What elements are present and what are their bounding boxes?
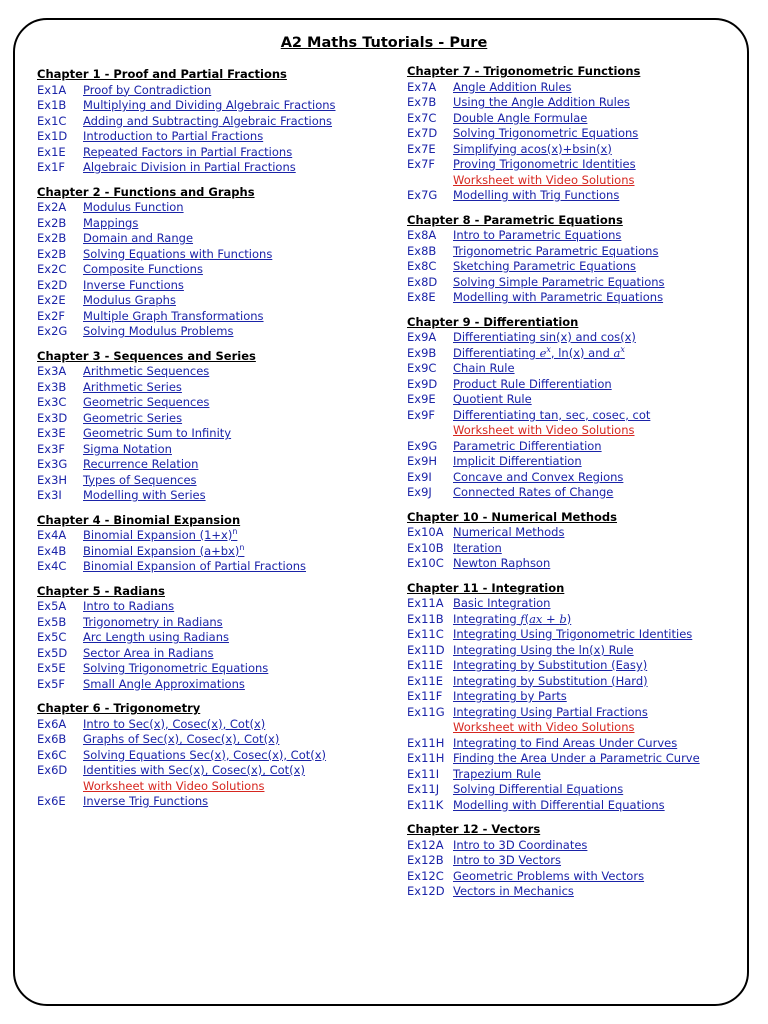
- exercise-label: Repeated Factors in Partial Fractions: [83, 144, 293, 159]
- exercise-label: Integrating by Parts: [453, 689, 567, 703]
- chapter-heading: Chapter 5 - Radians: [37, 583, 165, 598]
- chapter-heading: Chapter 9 - Differentiation: [407, 314, 579, 329]
- exercise-link-ex4c[interactable]: [37, 559, 382, 575]
- exercise-code: Ex5D: [37, 645, 68, 660]
- exercise-code: Ex11D: [407, 642, 445, 657]
- exercise-label: Intro to Radians: [83, 599, 175, 613]
- exercise-code: Ex9B: [407, 345, 437, 360]
- exercise-link-ex10b[interactable]: [407, 541, 737, 557]
- exercise-code: Ex3E: [37, 426, 66, 440]
- exercise-code: Ex1F: [37, 160, 66, 174]
- right-column: [407, 64, 737, 909]
- exercise-code: Ex6E: [37, 794, 66, 808]
- exercise-link-ex11e[interactable]: [407, 658, 737, 674]
- exercise-link-ex7e[interactable]: [407, 142, 737, 158]
- exercise-label: Modelling with Parametric Equations: [453, 290, 664, 304]
- chapter-section: [37, 185, 382, 340]
- exercise-code: Ex4A: [37, 528, 67, 542]
- exercise-link-ex6c[interactable]: [37, 748, 382, 764]
- worksheet-link[interactable]: [407, 720, 737, 736]
- exercise-code: Ex4C: [37, 559, 67, 573]
- exercise-label: Intro to 3D Vectors: [453, 853, 562, 867]
- exercise-link-ex9a[interactable]: [407, 330, 737, 346]
- exercise-label: Geometric Series: [83, 410, 183, 425]
- exercise-link-ex7c[interactable]: [407, 111, 737, 127]
- exercise-label: Quotient Rule: [453, 392, 532, 406]
- exercise-link-ex9b[interactable]: [407, 346, 737, 362]
- chapter-section: [407, 822, 737, 900]
- exercise-code: Ex11J: [407, 782, 440, 796]
- exercise-label: Modulus Function: [83, 200, 184, 214]
- exercise-label: Adding and Subtracting Algebraic Fractions: [83, 113, 333, 128]
- exercise-link-ex11k[interactable]: [407, 798, 737, 814]
- chapter-heading: Chapter 7 - Trigonometric Functions: [407, 64, 641, 78]
- exercise-link-ex7g[interactable]: [407, 188, 737, 204]
- exercise-label: Using the Angle Addition Rules: [453, 95, 630, 109]
- left-column: [37, 67, 382, 819]
- exercise-link-ex6b[interactable]: [37, 732, 382, 748]
- exercise-link-ex3d[interactable]: [37, 411, 382, 427]
- exercise-code: Ex2G: [37, 324, 68, 338]
- exercise-label: Proof by Contradiction: [83, 82, 212, 97]
- exercise-code: Ex1E: [37, 144, 66, 159]
- exercise-link-ex12b[interactable]: [407, 853, 737, 869]
- exercise-link-ex9g[interactable]: [407, 439, 737, 455]
- exercise-label: Modelling with Series: [83, 488, 206, 502]
- exercise-code: Ex7G: [407, 188, 438, 202]
- exercise-label: Differentiating tan, sec, cosec, cot: [453, 407, 651, 422]
- exercise-code: Ex9E: [407, 392, 436, 406]
- exercise-link-ex3c[interactable]: [37, 395, 382, 411]
- exercise-label: Graphs of Sec(x), Cosec(x), Cot(x): [83, 732, 280, 746]
- chapter-heading: Chapter 6 - Trigonometry: [37, 701, 201, 715]
- exercise-label: Intro to 3D Coordinates: [453, 837, 588, 852]
- exercise-link-ex11g[interactable]: [407, 705, 737, 721]
- exercise-label: Worksheet with Video Solutions: [83, 778, 265, 793]
- exercise-code: Ex12D: [407, 884, 445, 898]
- exercise-label: Modulus Graphs: [83, 293, 176, 307]
- exercise-link-ex1a[interactable]: [37, 83, 382, 99]
- exercise-link-ex11b[interactable]: [407, 612, 737, 628]
- exercise-code: Ex9C: [407, 361, 437, 375]
- exercise-link-ex5f[interactable]: [37, 677, 382, 693]
- exercise-code: Ex5A: [37, 599, 67, 613]
- exercise-label: Composite Functions: [83, 262, 203, 276]
- exercise-link-ex11e[interactable]: [407, 674, 737, 690]
- exercise-code: Ex6A: [37, 716, 67, 731]
- exercise-link-ex3f[interactable]: [37, 442, 382, 458]
- exercise-label: Binomial Expansion $(a+bx)^n$: [83, 542, 245, 558]
- exercise-label: Intro to Parametric Equations: [453, 228, 622, 242]
- exercise-link-ex9h[interactable]: [407, 454, 737, 470]
- exercise-code: Ex1D: [37, 129, 68, 143]
- exercise-link-ex3i[interactable]: [37, 488, 382, 504]
- exercise-code: Ex5C: [37, 630, 67, 644]
- exercise-code: Ex2B: [37, 215, 67, 230]
- exercise-label: Mappings: [83, 215, 139, 230]
- exercise-label: Solving Simple Parametric Equations: [453, 274, 665, 289]
- exercise-link-ex5c[interactable]: [37, 630, 382, 646]
- exercise-link-ex9i[interactable]: [407, 470, 737, 486]
- chapter-heading: Chapter 3 - Sequences and Series: [37, 348, 256, 363]
- exercise-label: Sigma Notation: [83, 441, 172, 456]
- exercise-label: Integrating by Substitution (Easy): [453, 658, 648, 672]
- exercise-label: Small Angle Approximations: [83, 676, 245, 691]
- superscript: n: [239, 542, 245, 552]
- exercise-label: Binomial Expansion $(1+x)^n$: [83, 527, 238, 542]
- exercise-code: Ex2E: [37, 293, 66, 307]
- exercise-code: Ex9D: [407, 376, 438, 391]
- exercise-link-ex7b[interactable]: [407, 95, 737, 111]
- exercise-label: Iteration: [453, 540, 502, 555]
- exercise-code: Ex3D: [37, 410, 68, 425]
- exercise-label: Chain Rule: [453, 361, 515, 375]
- exercise-code: Ex7D: [407, 126, 438, 140]
- exercise-code: Ex11B: [407, 611, 444, 626]
- chapter-heading: Chapter 10 - Numerical Methods: [407, 509, 618, 524]
- exercise-label: Geometric Sequences: [83, 395, 210, 409]
- exercise-label: Newton Raphson: [453, 556, 551, 570]
- exercise-label: Trigonometric Parametric Equations: [453, 243, 659, 258]
- exercise-link-ex12d[interactable]: [407, 884, 737, 900]
- exercise-code: Ex9F: [407, 407, 436, 422]
- exercise-label: Integrating Using the ln(x) Rule: [453, 642, 634, 657]
- exercise-label: Connected Rates of Change: [453, 485, 614, 499]
- chapter-heading: Chapter 1 - Proof and Partial Fractions: [37, 67, 287, 81]
- exercise-label: Identities with Sec(x), Cosec(x), Cot(x): [83, 763, 305, 777]
- exercise-link-ex11i[interactable]: [407, 767, 737, 783]
- exercise-code: Ex11I: [407, 766, 440, 781]
- exercise-code: Ex9I: [407, 469, 432, 484]
- exercise-link-ex9c[interactable]: [407, 361, 737, 377]
- exercise-code: Ex5E: [37, 661, 66, 675]
- exercise-link-ex11a[interactable]: [407, 596, 737, 612]
- exercise-label: Solving Equations Sec(x), Cosec(x), Cot(x): [83, 747, 327, 762]
- exercise-code: Ex6B: [37, 732, 67, 746]
- exercise-link-ex11h[interactable]: [407, 751, 737, 767]
- exercise-label: Inverse Functions: [83, 277, 184, 292]
- exercise-label: Differentiating $e^x$, ln(x) and $a^x$: [453, 344, 625, 360]
- exercise-label: Vectors in Mechanics: [453, 884, 574, 898]
- exercise-label: Integrating to Find Areas Under Curves: [453, 735, 678, 750]
- exercise-link-ex1b[interactable]: [37, 98, 382, 114]
- exercise-code: Ex2B: [37, 231, 67, 245]
- exercise-link-ex1c[interactable]: [37, 114, 382, 130]
- exercise-code: Ex7A: [407, 79, 437, 94]
- exercise-label: Geometric Problems with Vectors: [453, 868, 645, 883]
- exercise-link-ex2f[interactable]: [37, 309, 382, 325]
- exercise-link-ex3e[interactable]: [37, 426, 382, 442]
- exercise-link-ex2b[interactable]: [37, 231, 382, 247]
- exercise-label: Worksheet with Video Solutions: [453, 720, 635, 734]
- exercise-link-ex2b[interactable]: [37, 247, 382, 263]
- exercise-label: Worksheet with Video Solutions: [453, 172, 635, 187]
- chapter-section: [37, 701, 382, 810]
- exercise-link-ex4a[interactable]: [37, 528, 382, 544]
- exercise-code: Ex7C: [407, 110, 437, 125]
- exercise-code: Ex9J: [407, 485, 432, 499]
- exercise-label: Worksheet with Video Solutions: [453, 423, 635, 437]
- superscript: n: [232, 527, 238, 537]
- exercise-link-ex2a[interactable]: [37, 200, 382, 216]
- exercise-code: Ex11E: [407, 658, 443, 672]
- exercise-code: Ex1B: [37, 98, 67, 112]
- exercise-link-ex3a[interactable]: [37, 364, 382, 380]
- exercise-code: Ex2A: [37, 200, 67, 214]
- exercise-link-ex11d[interactable]: [407, 643, 737, 659]
- exercise-link-ex3h[interactable]: [37, 473, 382, 489]
- exercise-label: Arithmetic Series: [83, 379, 182, 394]
- exercise-label: Geometric Sum to Infinity: [83, 426, 232, 440]
- exercise-code: Ex3A: [37, 364, 67, 378]
- exercise-link-ex11f[interactable]: [407, 689, 737, 705]
- exercise-code: Ex9H: [407, 454, 438, 468]
- exercise-code: Ex10A: [407, 525, 444, 539]
- exercise-link-ex9j[interactable]: [407, 485, 737, 501]
- exercise-label: Parametric Differentiation: [453, 438, 602, 453]
- exercise-link-ex9d[interactable]: [407, 377, 737, 393]
- exercise-label: Solving Equations with Functions: [83, 246, 273, 261]
- chapter-heading: Chapter 11 - Integration: [407, 580, 565, 595]
- exercise-label: Double Angle Formulae: [453, 110, 588, 125]
- exercise-code: Ex10B: [407, 540, 444, 555]
- chapter-section: [37, 584, 382, 693]
- exercise-label: Solving Modulus Problems: [83, 324, 234, 338]
- exercise-link-ex1e[interactable]: [37, 145, 382, 161]
- exercise-link-ex7a[interactable]: [407, 80, 737, 96]
- exercise-label: Types of Sequences: [83, 472, 197, 487]
- exercise-code: Ex8C: [407, 259, 437, 273]
- exercise-link-ex3b[interactable]: [37, 380, 382, 396]
- exercise-code: Ex3G: [37, 457, 68, 471]
- exercise-label: Modelling with Trig Functions: [453, 188, 620, 202]
- exercise-code: Ex2C: [37, 262, 67, 276]
- exercise-code: Ex2B: [37, 246, 67, 261]
- exercise-label: Integrating Using Partial Fractions: [453, 704, 648, 719]
- exercise-label: Simplifying acos(x)+bsin(x): [453, 141, 612, 156]
- exercise-label: Sector Area in Radians: [83, 645, 214, 660]
- exercise-code: Ex12A: [407, 837, 444, 852]
- chapter-heading: Chapter 2 - Functions and Graphs: [37, 184, 255, 199]
- exercise-link-ex4b[interactable]: [37, 544, 382, 560]
- chapter-heading: Chapter 8 - Parametric Equations: [407, 212, 623, 227]
- exercise-label: Binomial Expansion of Partial Fractions: [83, 559, 307, 573]
- chapter-heading: Chapter 12 - Vectors: [407, 822, 541, 836]
- exercise-link-ex5a[interactable]: [37, 599, 382, 615]
- exercise-link-ex7f[interactable]: [407, 157, 737, 173]
- exercise-link-ex11j[interactable]: [407, 782, 737, 798]
- exercise-label: Domain and Range: [83, 231, 194, 245]
- exercise-code: Ex7E: [407, 141, 436, 156]
- exercise-link-ex2b[interactable]: [37, 216, 382, 232]
- exercise-link-ex11h[interactable]: [407, 736, 737, 752]
- exercise-label: Solving Differential Equations: [453, 782, 624, 796]
- exercise-link-ex6a[interactable]: [37, 717, 382, 733]
- exercise-label: Finding the Area Under a Parametric Curve: [453, 751, 700, 765]
- exercise-link-ex7d[interactable]: [407, 126, 737, 142]
- exercise-label: Algebraic Division in Partial Fractions: [83, 160, 296, 174]
- exercise-code: Ex4B: [37, 543, 67, 558]
- exercise-link-ex5e[interactable]: [37, 661, 382, 677]
- exercise-code: Ex1A: [37, 82, 67, 97]
- exercise-label: Multiple Graph Transformations: [83, 308, 264, 323]
- exercise-code: Ex8B: [407, 243, 437, 258]
- exercise-link-ex8e[interactable]: [407, 290, 737, 306]
- exercise-code: Ex5F: [37, 676, 66, 691]
- chapter-section: [37, 513, 382, 575]
- exercise-label: Arc Length using Radians: [83, 630, 229, 644]
- exercise-code: Ex11G: [407, 704, 445, 719]
- exercise-code: Ex3I: [37, 488, 62, 502]
- exercise-label: Integrating f(ax + b): [453, 611, 572, 626]
- exercise-link-ex5b[interactable]: [37, 615, 382, 631]
- exercise-label: Integrating by Substitution (Hard): [453, 673, 648, 688]
- exercise-link-ex12a[interactable]: [407, 838, 737, 854]
- exercise-link-ex10a[interactable]: [407, 525, 737, 541]
- exercise-link-ex5d[interactable]: [37, 646, 382, 662]
- exercise-code: Ex11A: [407, 596, 444, 610]
- exercise-label: Intro to Sec(x), Cosec(x), Cot(x): [83, 716, 266, 731]
- exercise-label: Concave and Convex Regions: [453, 469, 624, 484]
- worksheet-link[interactable]: [407, 173, 737, 189]
- exercise-code: Ex6D: [37, 763, 68, 777]
- exercise-link-ex11c[interactable]: [407, 627, 737, 643]
- exercise-code: Ex7F: [407, 157, 436, 171]
- exercise-link-ex6e[interactable]: [37, 794, 382, 810]
- exercise-label: Proving Trigonometric Identities: [453, 157, 636, 171]
- exercise-link-ex8d[interactable]: [407, 275, 737, 291]
- exercise-link-ex6d[interactable]: [37, 763, 382, 779]
- exercise-link-ex2c[interactable]: [37, 262, 382, 278]
- exercise-label: Trigonometry in Radians: [83, 614, 223, 629]
- exercise-link-ex3g[interactable]: [37, 457, 382, 473]
- page-title: A2 Maths Tutorials - Pure: [280, 35, 488, 51]
- exercise-code: Ex5B: [37, 614, 67, 629]
- exercise-code: Ex11K: [407, 797, 444, 812]
- exercise-label: Implicit Differentiation: [453, 454, 582, 468]
- exercise-code: Ex2F: [37, 308, 66, 323]
- exercise-label: Introduction to Partial Fractions: [83, 129, 264, 143]
- exercise-link-ex2d[interactable]: [37, 278, 382, 294]
- exercise-link-ex8a[interactable]: [407, 228, 737, 244]
- chapter-section: [37, 67, 382, 176]
- exercise-link-ex1d[interactable]: [37, 129, 382, 145]
- exercise-link-ex9f[interactable]: [407, 408, 737, 424]
- exercise-code: Ex7B: [407, 95, 437, 109]
- chapter-section: [407, 64, 737, 204]
- exercise-code: Ex10C: [407, 556, 444, 570]
- exercise-label: Integrating Using Trigonometric Identities: [453, 627, 693, 641]
- exercise-label: Product Rule Differentiation: [453, 376, 612, 391]
- exercise-label: Numerical Methods: [453, 525, 565, 539]
- exercise-label: Angle Addition Rules: [453, 79, 572, 94]
- exercise-code: Ex3H: [37, 472, 68, 487]
- chapter-section: [37, 349, 382, 504]
- exercise-code: Ex6C: [37, 747, 67, 762]
- exercise-link-ex12c[interactable]: [407, 869, 737, 885]
- exercise-link-ex1f[interactable]: [37, 160, 382, 176]
- exercise-code: Ex11F: [407, 689, 443, 703]
- exercise-label: Differentiating sin(x) and cos(x): [453, 330, 636, 344]
- exercise-link-ex10c[interactable]: [407, 556, 737, 572]
- exercise-label: Recurrence Relation: [83, 457, 199, 471]
- exercise-code: Ex1C: [37, 113, 67, 128]
- exercise-label: Multiplying and Dividing Algebraic Fractions: [83, 98, 336, 112]
- exercise-label: Trapezium Rule: [453, 766, 541, 781]
- exercise-link-ex8c[interactable]: [407, 259, 737, 275]
- exercise-link-ex9e[interactable]: [407, 392, 737, 408]
- exercise-code: Ex9G: [407, 438, 438, 453]
- exercise-code: Ex3B: [37, 379, 67, 394]
- exercise-label: Solving Trigonometric Equations: [83, 661, 269, 675]
- exercise-code: Ex8E: [407, 290, 436, 304]
- exercise-code: Ex12B: [407, 853, 444, 867]
- worksheet-link[interactable]: [407, 423, 737, 439]
- chapter-section: [407, 581, 737, 814]
- exercise-code: Ex11E: [407, 673, 443, 688]
- chapter-heading: Chapter 4 - Binomial Expansion: [37, 512, 241, 527]
- exercise-code: Ex11H: [407, 735, 445, 750]
- exercise-code: Ex2D: [37, 277, 68, 292]
- exercise-label: Solving Trigonometric Equations: [453, 126, 639, 140]
- exercise-label: Basic Integration: [453, 596, 551, 610]
- exercise-code: Ex9A: [407, 330, 437, 344]
- exercise-label: Sketching Parametric Equations: [453, 259, 637, 273]
- exercise-label: Modelling with Differential Equations: [453, 797, 665, 812]
- worksheet-link[interactable]: [37, 779, 382, 795]
- exercise-code: Ex12C: [407, 868, 444, 883]
- chapter-section: [407, 315, 737, 501]
- exercise-code: Ex8D: [407, 274, 438, 289]
- exercise-label: Inverse Trig Functions: [83, 794, 209, 808]
- chapter-section: [407, 213, 737, 306]
- exercise-code: Ex11C: [407, 627, 444, 641]
- chapter-section: [407, 510, 737, 572]
- exercise-code: Ex3F: [37, 441, 66, 456]
- exercise-code: Ex11H: [407, 751, 445, 765]
- exercise-link-ex8b[interactable]: [407, 244, 737, 260]
- exercise-code: Ex3C: [37, 395, 67, 409]
- exercise-label: Arithmetic Sequences: [83, 364, 210, 378]
- exercise-link-ex2g[interactable]: [37, 324, 382, 340]
- exercise-code: Ex8A: [407, 228, 437, 242]
- exercise-link-ex2e[interactable]: [37, 293, 382, 309]
